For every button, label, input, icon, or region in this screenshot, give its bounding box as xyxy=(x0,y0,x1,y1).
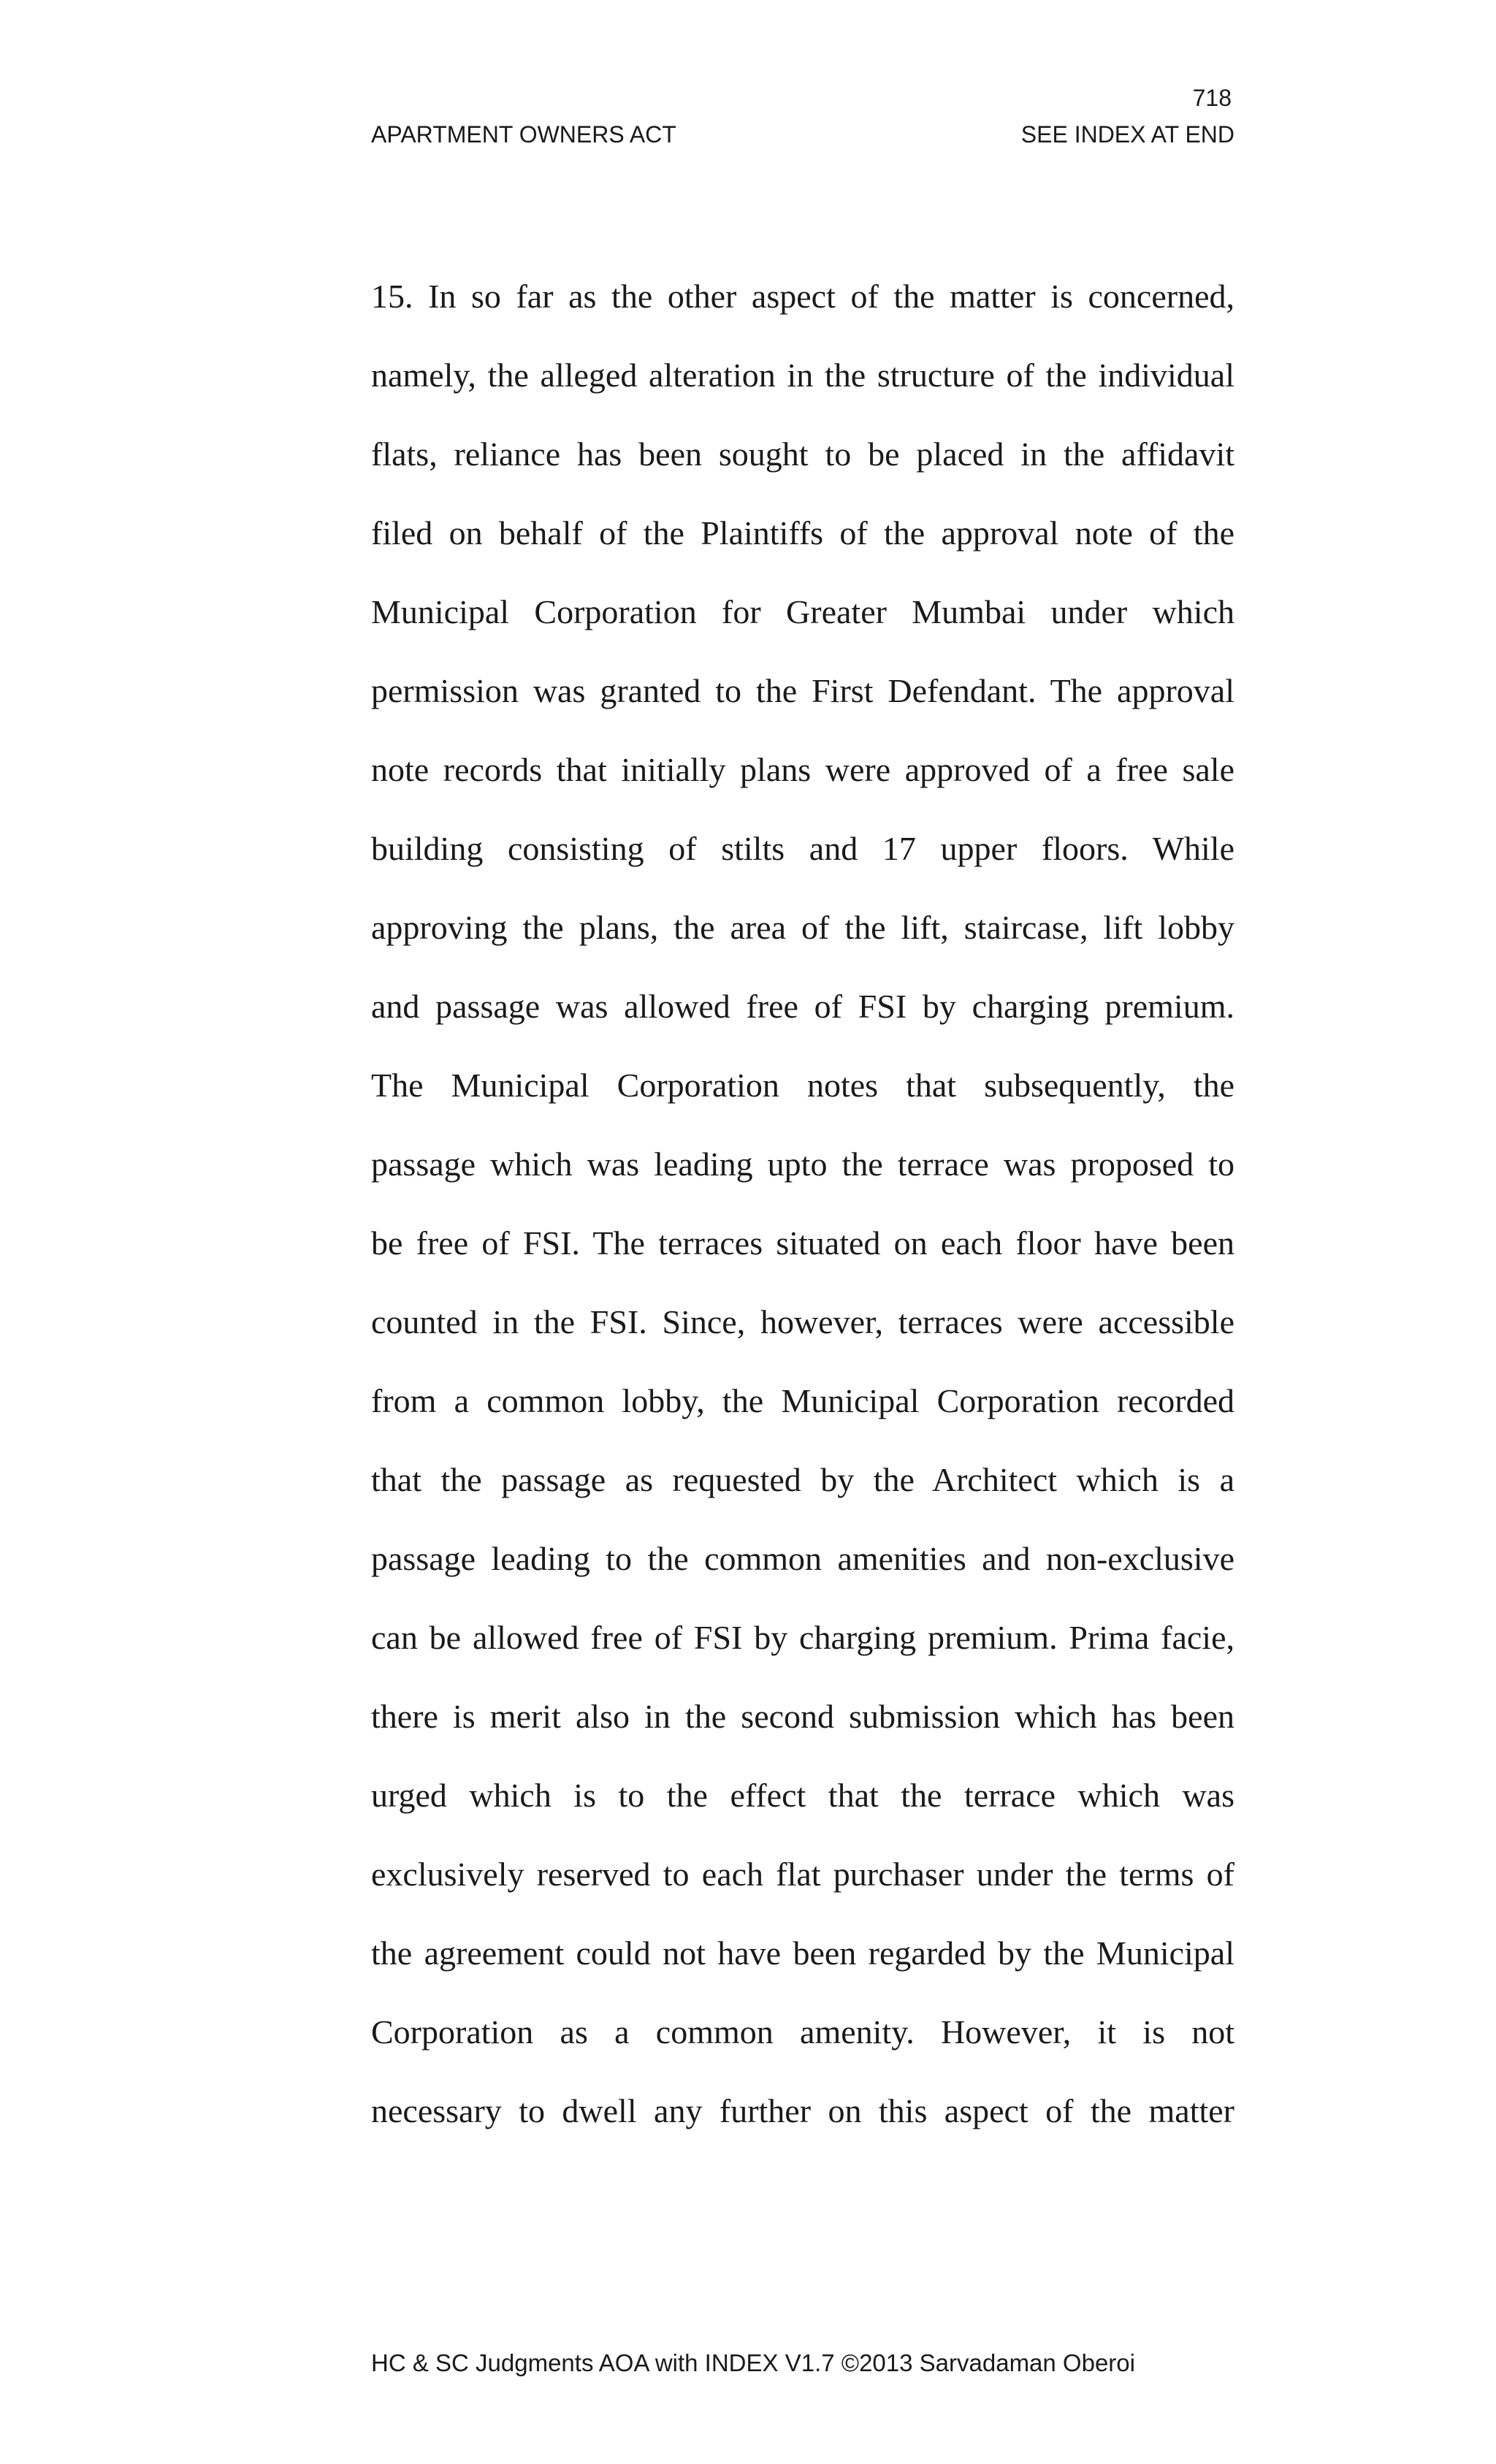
paragraph-line: counted in the FSI. Since, however, terraces were accessible xyxy=(371,1303,1234,1340)
paragraph-line: Municipal Corporation for Greater Mumbai under which xyxy=(371,593,1234,630)
paragraph-line: passage which was leading upto the terrace was proposed to xyxy=(371,1145,1234,1183)
paragraph-line: filed on behalf of the Plaintiffs of the approval note of the xyxy=(371,514,1234,552)
header-index-note: SEE INDEX AT END xyxy=(1020,121,1234,148)
running-header xyxy=(371,123,1234,146)
page-footer: HC & SC Judgments AOA with INDEX V1.7 ©2013 Sarvadaman Oberoi xyxy=(371,2349,1135,2376)
paragraph-line: namely, the alleged alteration in the structure of the individual xyxy=(371,356,1234,394)
paragraph-line: passage leading to the common amenities and non-exclusive xyxy=(371,1540,1234,1577)
paragraph-line: Corporation as a common amenity. However, it is not xyxy=(371,2013,1234,2051)
paragraph-line: The Municipal Corporation notes that subsequently, the xyxy=(371,1067,1234,1104)
paragraph-line: flats, reliance has been sought to be placed in the affidavit xyxy=(371,435,1234,473)
paragraph-line: be free of FSI. The terraces situated on each floor have been xyxy=(371,1224,1234,1262)
paragraph-line: and passage was allowed free of FSI by charging premium. xyxy=(371,988,1234,1025)
paragraph-line: from a common lobby, the Municipal Corporation recorded xyxy=(371,1382,1234,1419)
paragraph-line: that the passage as requested by the Architect which is a xyxy=(371,1461,1234,1498)
paragraph-line: building consisting of stilts and 17 upper floors. While xyxy=(371,830,1234,867)
paragraph-line: can be allowed free of FSI by charging premium. Prima facie, xyxy=(371,1619,1234,1656)
paragraph-line: note records that initially plans were approved of a free sale xyxy=(371,751,1234,788)
paragraph-line: permission was granted to the First Defendant. The approval xyxy=(371,672,1234,709)
judgment-paragraph xyxy=(371,257,1234,2151)
header-title: APARTMENT OWNERS ACT xyxy=(371,121,676,148)
paragraph-line: approving the plans, the area of the lift, staircase, lift lobby xyxy=(371,909,1234,946)
paragraph-line: 15. In so far as the other aspect of the matter is concerned, xyxy=(371,278,1234,315)
paragraph-line: there is merit also in the second submission which has been xyxy=(371,1698,1234,1735)
paragraph-line: necessary to dwell any further on this aspect of the matter xyxy=(371,2092,1234,2129)
page-number: 718 xyxy=(1192,85,1232,111)
paragraph-line: urged which is to the effect that the terrace which was xyxy=(371,1777,1234,1814)
paragraph-line: exclusively reserved to each flat purchaser under the terms of xyxy=(371,1855,1234,1893)
paragraph-line: the agreement could not have been regarded by the Municipal xyxy=(371,1934,1234,1972)
